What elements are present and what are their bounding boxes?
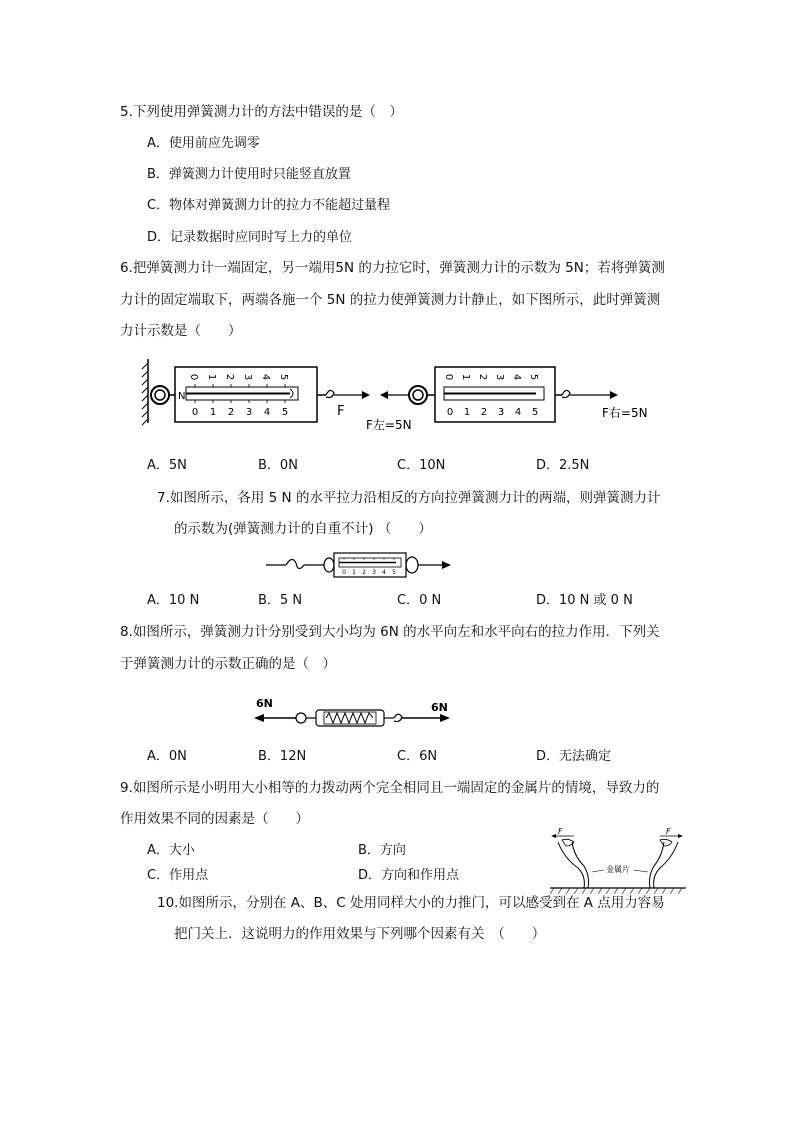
svg-text:3: 3 [372,569,376,576]
q5-option-a: A．使用前应先调零 [147,136,260,151]
svg-text:4: 4 [260,373,271,381]
q7-option-c: C．0 N [397,593,442,608]
svg-text:3: 3 [494,373,505,381]
svg-text:0: 0 [342,569,346,576]
q6-figure-free-scale [366,357,658,432]
q8-option-c: C．6N [397,749,438,764]
q9-option-d: D．方向和作用点 [358,868,460,883]
svg-text:N: N [178,391,186,402]
svg-text:1: 1 [209,407,217,418]
q8-option-d: D．无法确定 [536,749,612,764]
q7-option-b: B．5 N [258,593,303,608]
svg-text:3: 3 [242,373,253,381]
q5-option-c: C．物体对弹簧测力计的拉力不能超过量程 [147,198,391,213]
svg-text:0: 0 [443,373,454,381]
q5-stem: 5.下列使用弹簧测力计的方法中错误的是（ ） [120,104,403,120]
q9-option-c: C．作用点 [147,868,209,883]
svg-text:2: 2 [477,373,488,381]
q9-stem-line2: 作用效果不同的因素是（ ） [120,811,309,827]
q5-option-d: D．记录数据时应同时写上力的单位 [147,230,353,245]
svg-text:2: 2 [224,373,235,381]
q9-option-a: A．大小 [147,843,195,858]
svg-text:3: 3 [245,407,253,418]
q6-option-c: C．10N [397,458,446,473]
q6-fig-force-left: F左=5N [366,418,412,432]
q8-fig-right-force: 6N [431,701,448,714]
svg-text:2: 2 [480,407,488,418]
q6-option-d: D．2.5N [536,458,590,473]
q8-fig-left-force: 6N [256,697,273,710]
q7-stem-line2: 的示数为(弹簧测力计的自重不计) （ ） [174,521,432,537]
svg-text:4: 4 [514,407,522,418]
svg-text:4: 4 [382,569,386,576]
q8-option-a: A．0N [147,749,187,764]
q8-stem-line2: 于弹簧测力计的示数正确的是（ ） [120,656,336,672]
svg-text:5: 5 [278,373,289,381]
svg-text:1: 1 [206,373,217,381]
q6-option-b: B．0N [258,458,298,473]
q9-stem-line1: 9.如图所示是小明用大小相等的力拨动两个完全相同且一端固定的金属片的情境，导致力的 [120,780,660,796]
q8-figure-spring [254,693,454,741]
q6-figure-fixed-scale [140,357,370,432]
svg-text:5: 5 [531,407,539,418]
svg-text:1: 1 [463,407,471,418]
q9-figure-metal-strips [548,824,688,896]
svg-text:0: 0 [446,407,454,418]
svg-text:2: 2 [227,407,235,418]
svg-text:4: 4 [263,407,271,418]
q8-stem-line1: 8.如图所示，弹簧测力计分别受到大小均为 6N 的水平向左和水平向右的拉力作用．下列关 [120,624,660,640]
q8-option-b: B．12N [258,749,307,764]
q7-option-d: D．10 N 或 0 N [536,593,633,608]
q6-stem-line1: 6.把弹簧测力计一端固定，另一端用5N 的力拉它时，弹簧测力计的示数为 5N；若将弹簧测 [120,260,665,276]
q10-stem-line1: 10.如图所示，分别在 A、B、C 处用同样大小的力推门，可以感受到在 A 点用力容易 [157,895,665,911]
q9-fig-label: 金属片 [606,865,630,874]
svg-text:2: 2 [362,569,366,576]
svg-text:0: 0 [188,373,199,381]
q9-fig-force-left: F [558,827,563,836]
q6-stem-line3: 力计示数是（ ） [120,323,242,339]
q6-fig-force-f: F [337,404,345,419]
q6-stem-line2: 力计的固定端取下，两端各施一个 5N 的拉力使弹簧测力计静止，如下图所示，此时弹簧测 [120,292,661,308]
q5-option-b: B．弹簧测力计使用时只能竖直放置 [147,167,351,182]
q9-option-b: B．方向 [358,843,406,858]
svg-text:1: 1 [460,373,471,381]
svg-text:5: 5 [528,373,539,381]
svg-text:1: 1 [352,569,356,576]
q6-option-a: A．5N [147,458,187,473]
svg-text:4: 4 [511,373,522,381]
svg-text:3: 3 [497,407,505,418]
svg-text:5: 5 [281,407,289,418]
q9-fig-force-right: F [666,827,671,836]
q7-stem-line1: 7.如图所示，各用 5 N 的水平拉力沿相反的方向拉弹簧测力计的两端，则弹簧测力计 [157,490,661,506]
q10-stem-line2: 把门关上．这说明力的作用效果与下列哪个因素有关 （ ） [174,926,546,942]
svg-text:5: 5 [392,569,396,576]
q7-figure-scale [266,549,452,581]
q7-option-a: A．10 N [147,593,200,608]
q6-fig-force-right: F右=5N [602,406,648,420]
svg-text:0: 0 [191,407,199,418]
